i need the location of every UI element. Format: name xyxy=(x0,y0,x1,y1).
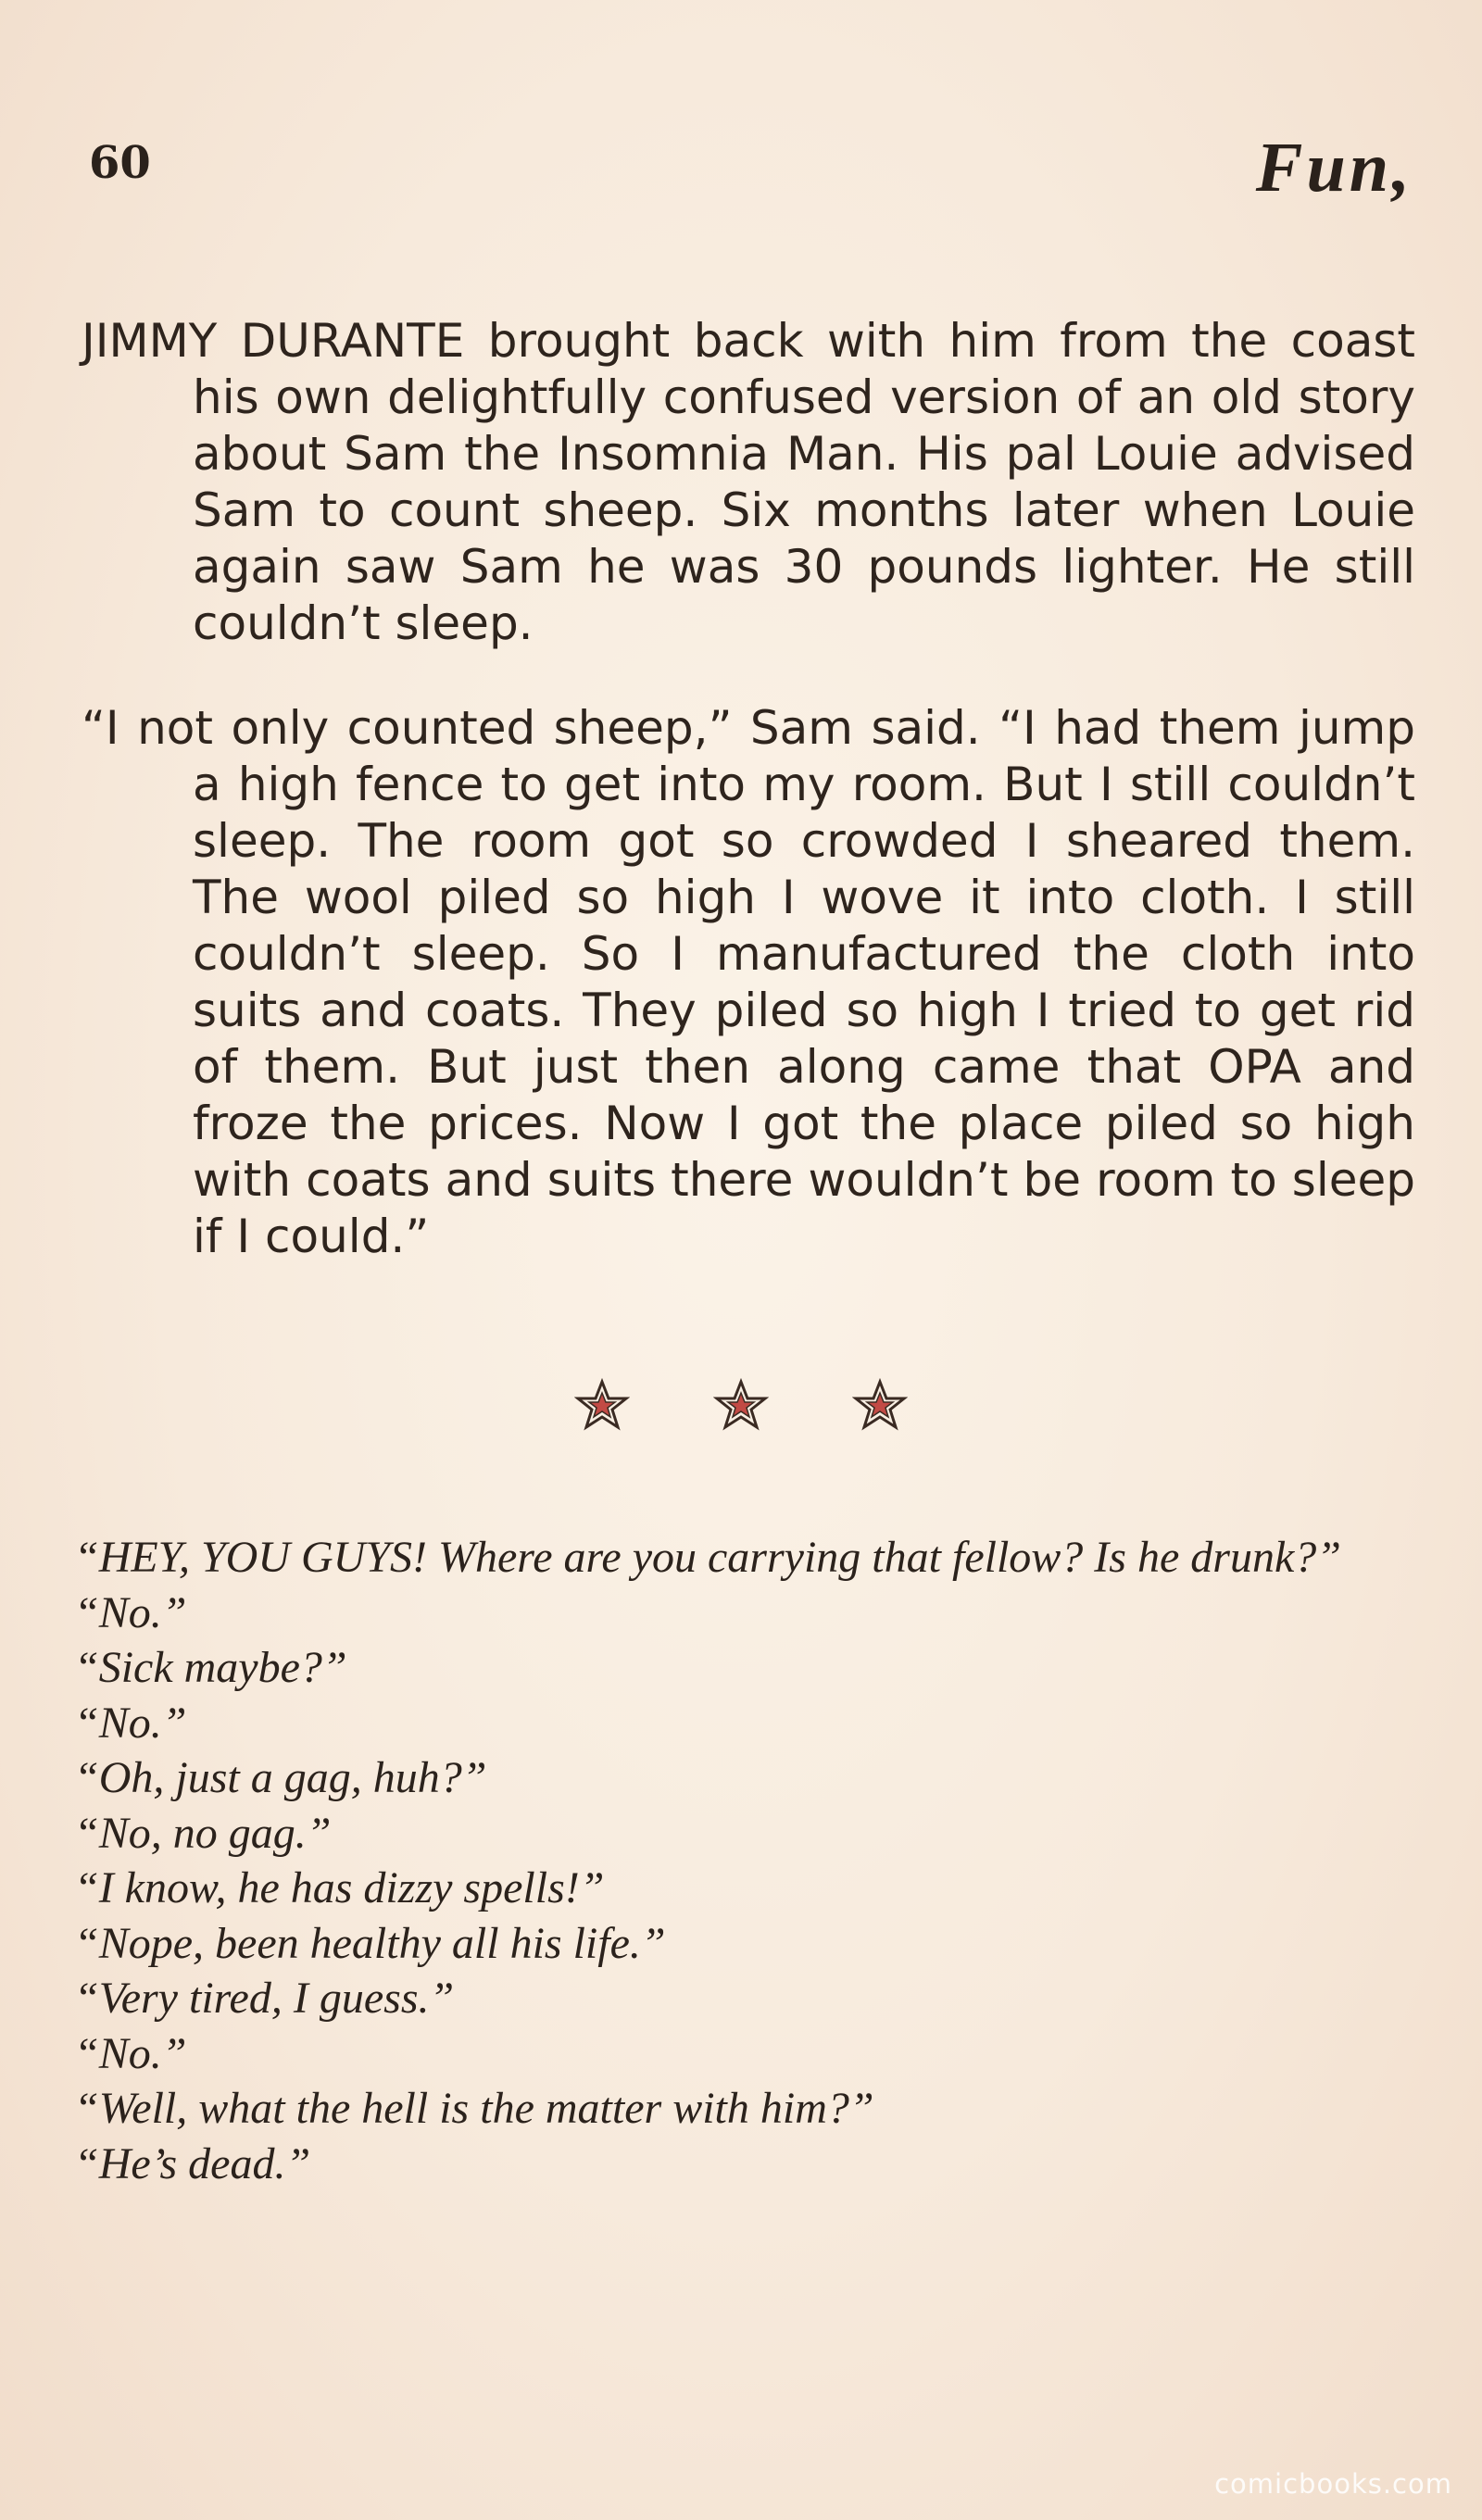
running-head: Fun, xyxy=(1255,129,1413,207)
star-icon xyxy=(713,1378,769,1434)
dialogue-line: “Very tired, I guess.” xyxy=(74,1974,455,2023)
dialogue-line: “Oh, just a gag, huh?” xyxy=(74,1753,487,1802)
story-paragraph: JIMMY DURANTE brought back with him from the coast his own delightfully confused version of an old story about Sam the Insomnia Man. His pal Louie advised Sam to count sheep. Six months later when Louie again saw Sam he was 30 pounds lighter. He still couldn’t sleep. xyxy=(82,314,1415,650)
section-separator xyxy=(0,1378,1482,1434)
watermark: comicbooks.com xyxy=(1214,2468,1452,2500)
dialogue-line: “I know, he has dizzy spells!” xyxy=(74,1863,605,1912)
dialogue-line: “No.” xyxy=(74,1698,187,1748)
page-number: 60 xyxy=(89,137,151,189)
dialogue-line: “He’s dead.” xyxy=(74,2138,311,2188)
dialogue-line: “No, no gag.” xyxy=(74,1808,332,1858)
dialogue-joke xyxy=(74,1530,1417,2191)
dialogue-line: “No.” xyxy=(74,1587,187,1637)
dialogue-line: “Sick maybe?” xyxy=(74,1643,347,1692)
dialogue-line: “No.” xyxy=(74,2028,187,2078)
dialogue-line: “HEY, YOU GUYS! Where are you carrying that fellow? Is he drunk?” xyxy=(74,1533,1341,1582)
dialogue-line: “Well, what the hell is the matter with him?” xyxy=(74,2084,874,2133)
star-icon xyxy=(574,1378,630,1434)
star-icon xyxy=(852,1378,908,1434)
dialogue-line: “Nope, been healthy all his life.” xyxy=(74,1918,666,1968)
story-paragraph: “I not only counted sheep,” Sam said. “I had them jump a high fence to get into my room. But I still couldn’t sleep. The room got so crowded I sheared them. The wool piled so high I wove it into cloth. I still couldn’t sleep. So I manufactured the cloth into suits and coats. They piled so high I tried to get rid of them. But just then along came that OPA and froze the prices. Now I got the place piled so high with coats and suits there wouldn’t be room to sleep if I could.” xyxy=(82,701,1415,1263)
